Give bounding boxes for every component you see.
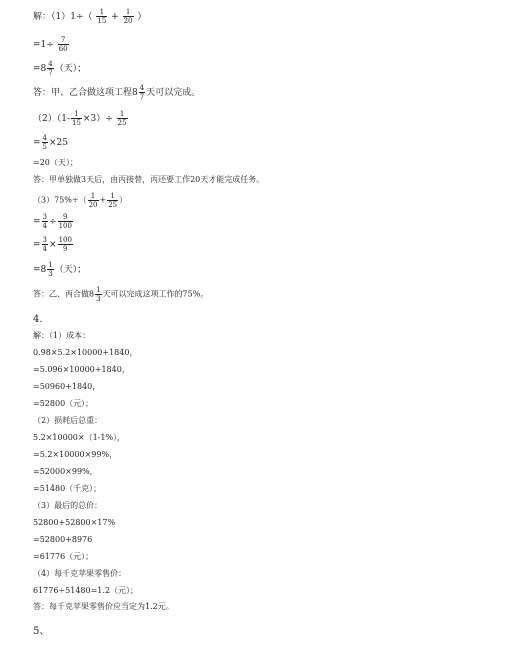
denominator: 25 <box>117 119 127 127</box>
p4-line: =51480（千克）； <box>33 484 102 493</box>
p4-line: （2）损耗后总重： <box>33 416 103 425</box>
fraction <box>58 213 73 230</box>
text: =8 <box>33 265 47 275</box>
text: = <box>33 240 41 250</box>
fraction <box>123 8 134 25</box>
numerator: 1 <box>96 286 101 294</box>
p4-line: 61776÷51480=1.2（元）； <box>33 586 139 595</box>
text: ×25 <box>49 138 69 148</box>
p3-line-8 <box>33 213 74 230</box>
operator: + <box>111 12 119 22</box>
p3-line-9 <box>33 236 74 253</box>
denominator: 7 <box>139 93 145 101</box>
denominator: 3 <box>96 295 101 303</box>
denominator: 15 <box>72 119 81 127</box>
text: =1÷ <box>33 40 54 50</box>
numerator: 1 <box>117 110 128 119</box>
p3-answer-2: 答：甲单独做3天后，由丙接替，丙还要工作20天才能完成任务。 <box>33 175 265 184</box>
numerator: 3 <box>42 236 48 244</box>
numerator: 1 <box>123 8 134 17</box>
text: 天可以完成这项工作的75%。 <box>102 289 209 299</box>
fraction <box>71 110 82 127</box>
text: = <box>33 217 41 227</box>
denominator: 5 <box>42 143 48 151</box>
p4-line: =5.2×10000×99%， <box>33 450 118 459</box>
p4-line: 52800+52800×17% <box>33 518 116 527</box>
denominator: 60 <box>58 45 68 53</box>
numerator: 1 <box>88 192 99 201</box>
denominator: 4 <box>42 245 48 253</box>
numerator: 4 <box>139 84 145 92</box>
fraction <box>58 236 73 253</box>
numerator: 4 <box>48 60 53 68</box>
p3-line-7 <box>33 192 127 209</box>
text: （3）75%÷（ <box>33 195 87 205</box>
p3-line-10 <box>33 261 86 278</box>
p3-answer-3 <box>33 286 208 303</box>
operator: + <box>99 195 107 205</box>
denominator: 25 <box>108 201 118 209</box>
p4-line: =5.096×10000+1840， <box>33 365 130 374</box>
p4-line: 解：（1）成本： <box>33 331 91 340</box>
numerator: 1 <box>107 192 118 201</box>
p4-line: （4）每千克苹果零售价： <box>33 569 127 578</box>
fraction <box>95 286 101 303</box>
numerator: 4 <box>42 134 48 142</box>
fraction <box>96 8 107 25</box>
text: （天）； <box>54 265 87 275</box>
fraction <box>88 192 99 209</box>
text: ） <box>137 12 147 22</box>
denominator: 20 <box>123 17 133 25</box>
fraction <box>107 192 118 209</box>
p4-line: 0.98×5.2×10000+1840， <box>33 348 138 357</box>
fraction <box>139 84 145 101</box>
p3-line-1 <box>33 8 146 25</box>
text: ） <box>119 195 128 205</box>
numerator: 3 <box>42 213 48 221</box>
numerator: 100 <box>58 236 72 244</box>
p4-answer: 答：每千克苹果零售价应当定为1.2元。 <box>33 602 174 611</box>
denominator: 9 <box>63 245 68 253</box>
text: ×3）÷ <box>82 114 113 124</box>
denominator: 3 <box>48 270 53 278</box>
section-number-5: 5、 <box>33 626 50 637</box>
denominator: 4 <box>42 222 48 230</box>
p4-line: =52000×99%， <box>33 467 98 476</box>
numerator: 1 <box>96 8 107 17</box>
fraction <box>58 36 69 53</box>
denominator: 15 <box>97 17 107 25</box>
fraction <box>47 261 53 278</box>
p4-line: =52800（元）； <box>33 399 94 408</box>
fraction <box>42 236 48 253</box>
p3-line-2 <box>33 36 70 53</box>
operator: ÷ <box>49 217 57 227</box>
operator: × <box>49 240 57 250</box>
p3-line-3 <box>33 60 86 77</box>
p4-line: =50960+1840， <box>33 382 101 391</box>
section-number-4: 4. <box>33 314 43 325</box>
p3-line-4 <box>33 110 129 127</box>
p4-line: =61776（元）； <box>33 552 94 561</box>
p3-answer-1 <box>33 84 200 101</box>
numerator: 1 <box>71 110 82 119</box>
numerator: 7 <box>58 36 69 45</box>
numerator: 1 <box>48 261 53 269</box>
fraction <box>117 110 128 127</box>
p3-line-5 <box>33 134 68 151</box>
text: 解：（1）1÷（ <box>33 12 93 22</box>
text: （2）（1- <box>33 114 70 124</box>
fraction <box>47 60 53 77</box>
p4-line: =52800+8976 <box>33 535 93 544</box>
text: （天）； <box>54 64 87 74</box>
text: = <box>33 138 41 148</box>
p4-line: （3）最后的总价： <box>33 501 103 510</box>
text: 答：甲、乙合做这项工程8 <box>33 88 138 98</box>
text: 天可以完成。 <box>146 88 201 98</box>
denominator: 7 <box>48 69 53 77</box>
denominator: 20 <box>88 201 98 209</box>
fraction <box>42 134 48 151</box>
p3-line-6: =20（天）； <box>33 158 78 167</box>
fraction <box>42 213 48 230</box>
text: 答：乙、丙合做8 <box>33 289 95 299</box>
numerator: 9 <box>58 213 73 222</box>
p4-line: 5.2×10000×（1-1%）， <box>33 433 126 442</box>
text: =8 <box>33 64 47 74</box>
denominator: 100 <box>58 222 72 230</box>
